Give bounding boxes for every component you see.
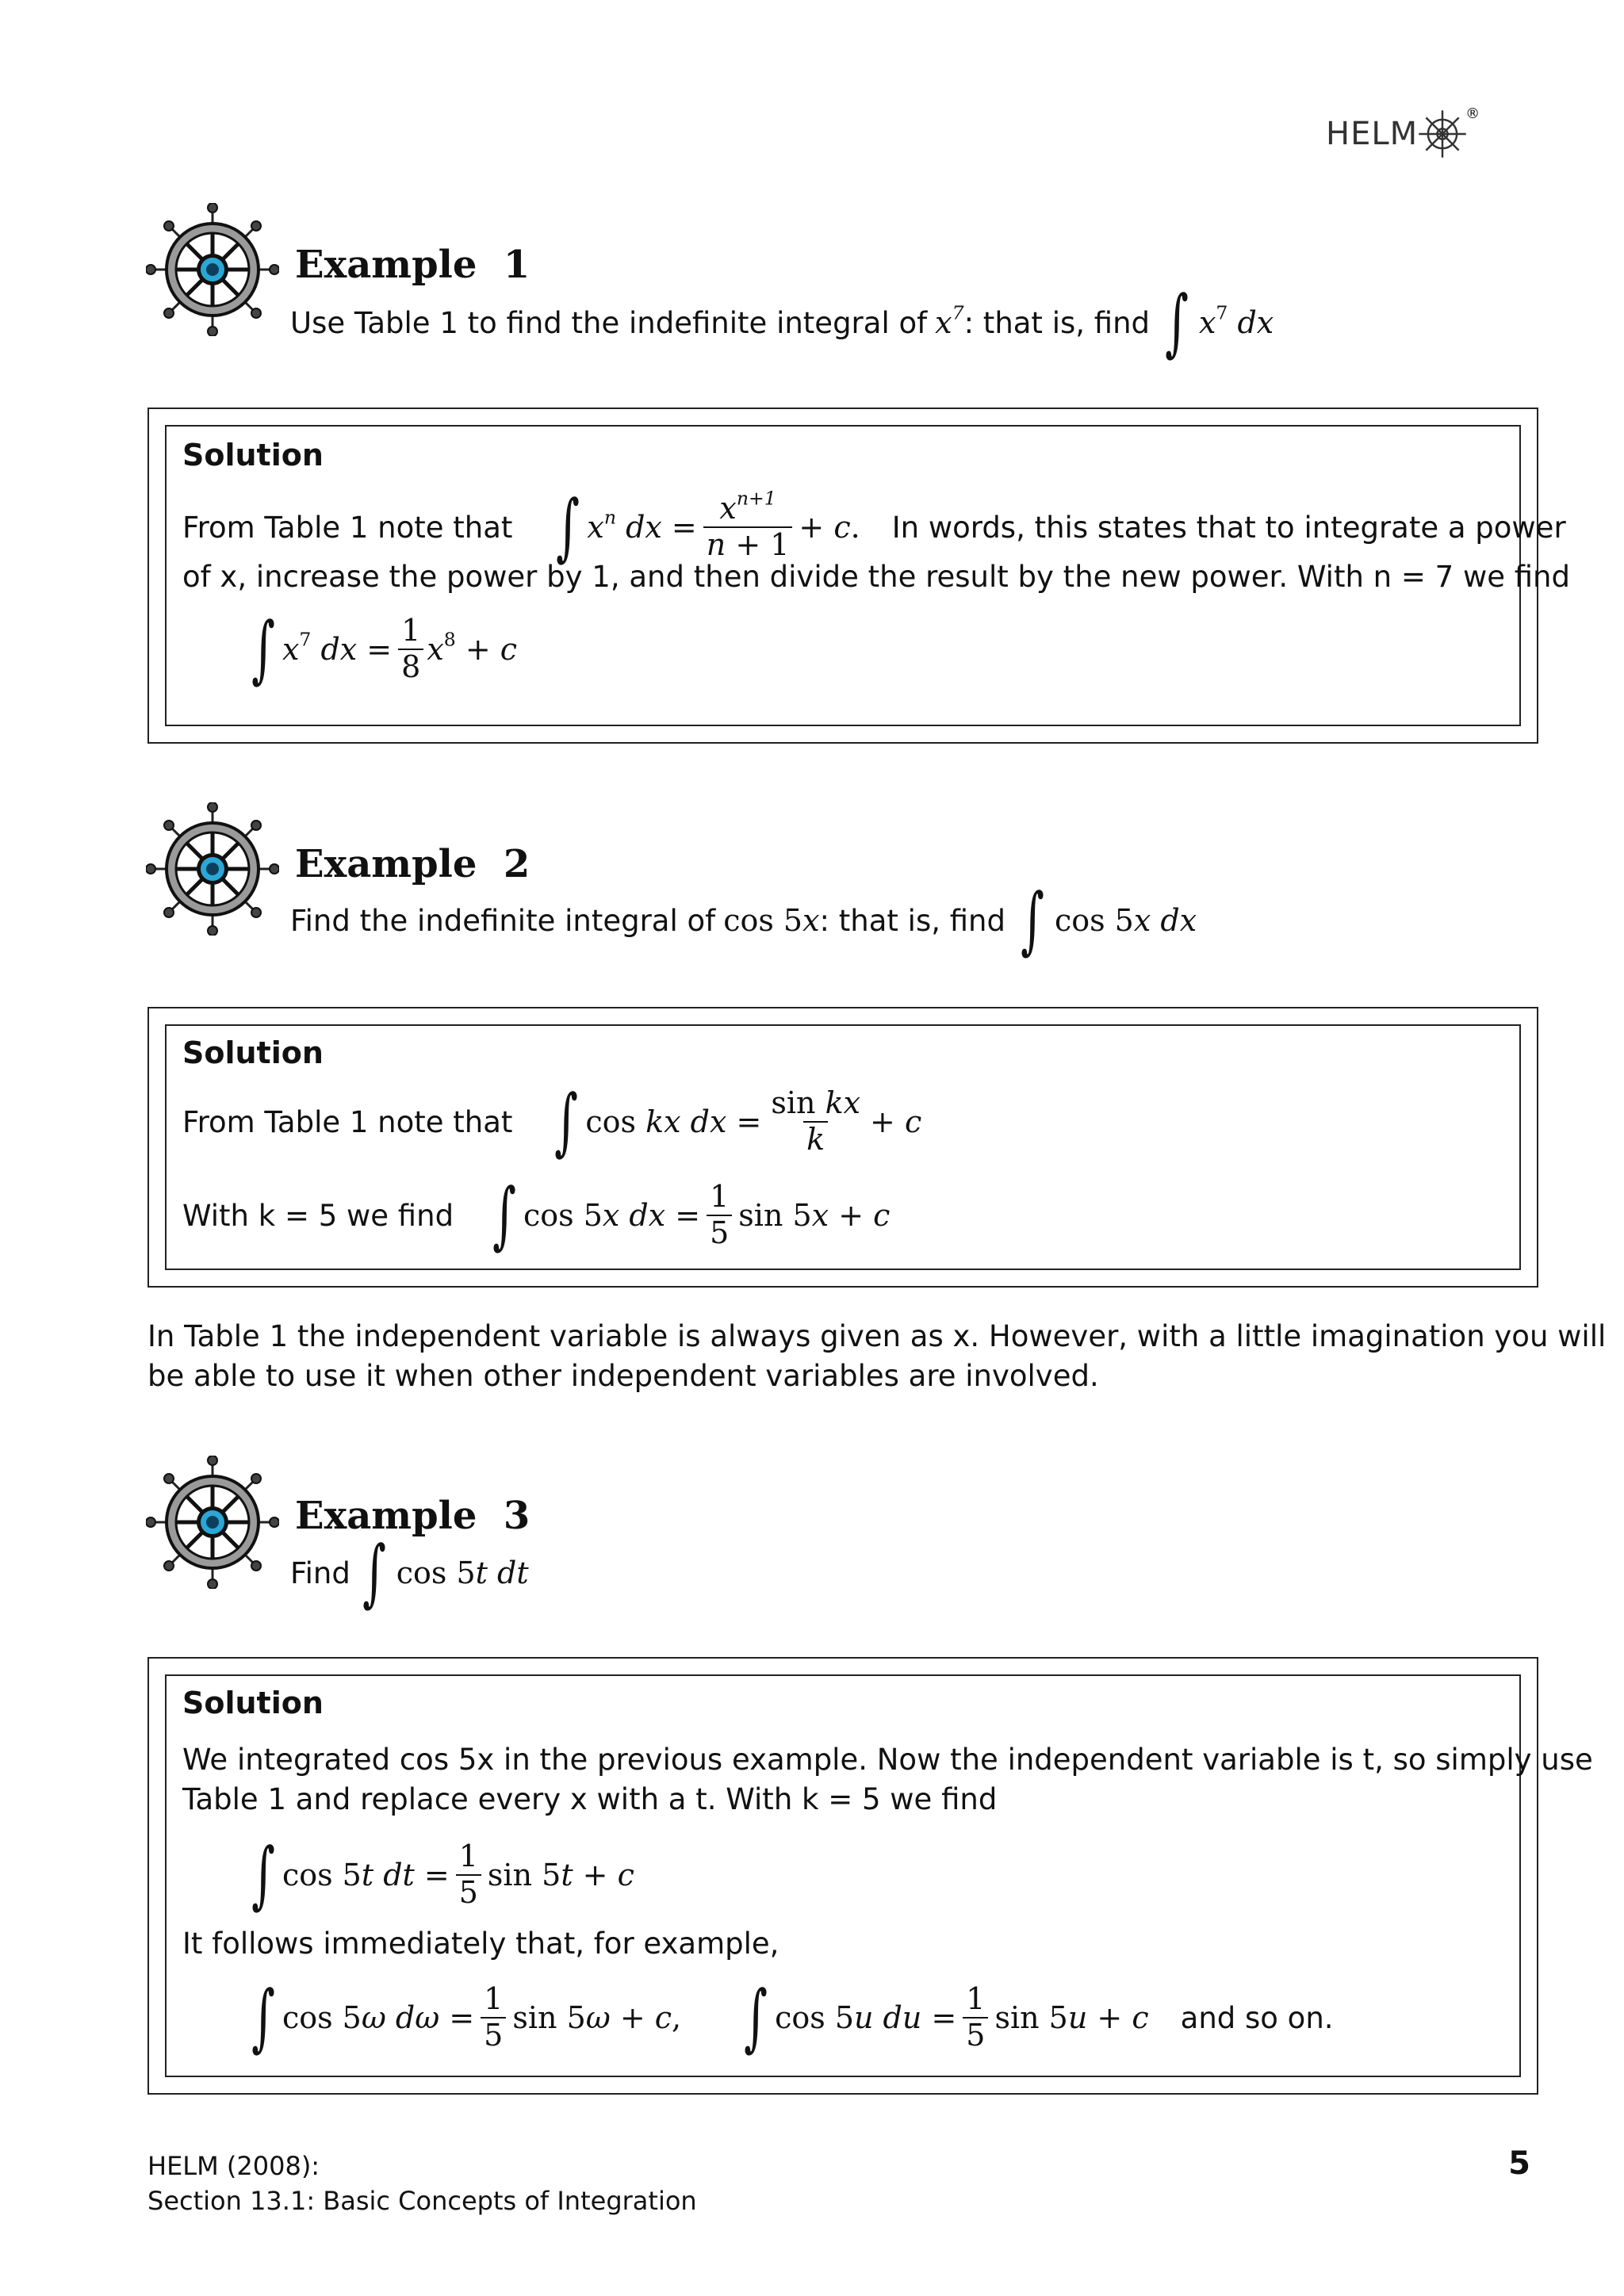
math: sin 5t + c	[487, 1858, 634, 1892]
solution-title: Solution	[182, 1035, 324, 1070]
math: + c	[870, 1104, 922, 1139]
integral-sign: ∫	[362, 1530, 386, 1615]
math: sin 5u + c	[994, 2000, 1149, 2035]
integral-sign: ∫	[1021, 878, 1044, 962]
ship-wheel-icon	[146, 203, 279, 336]
helm-logo	[1326, 105, 1483, 160]
solution-text: of x, increase the power by 1, and then divide the result by the new power. With n = 7 we find	[182, 560, 1570, 594]
fraction: $\frac{1}{8}$	[398, 615, 423, 683]
integral-sign: ∫	[556, 484, 580, 569]
math: $x^8 + c$	[427, 628, 518, 667]
solution-equation	[244, 606, 517, 693]
math: $x^7$ dx =	[282, 628, 393, 667]
fraction: $\frac{1}{5}$	[481, 1984, 506, 2052]
solution-line: With k = 5 we find ∫ cos 5x dx = $\frac{1}{5}$ sin 5x + c	[182, 1173, 891, 1257]
solution-line: From Table 1 note that ∫ cos kx dx = $\frac{\text{sin kx}}{k}$ + c	[182, 1079, 922, 1164]
fraction: $\frac{1}{5}$	[707, 1181, 732, 1249]
math: + c.	[799, 510, 860, 545]
integral-sign: ∫	[251, 1975, 275, 2060]
footer-citation	[147, 2149, 697, 2218]
solution-text: Table 1 and replace every x with a t. With k = 5 we find	[182, 1782, 998, 1816]
math: cos 5u du =	[775, 2000, 957, 2035]
math: sin 5ω + c,	[512, 2000, 682, 2035]
solution-title: Solution	[182, 1686, 324, 1720]
math: $x^7$ dx	[1198, 301, 1274, 340]
example-2-title: Example 2	[295, 842, 530, 886]
ship-wheel-logo-icon	[1416, 108, 1469, 160]
fraction: $\frac{1}{5}$	[456, 1841, 481, 1909]
integral-sign: ∫	[744, 1975, 768, 2060]
math: sin 5x + c	[738, 1198, 891, 1233]
math: cos kx dx =	[585, 1104, 762, 1139]
page-number: 5	[1508, 2145, 1530, 2182]
solution-text: It follows immediately that, for example,	[182, 1927, 779, 1961]
body-paragraph-line: be able to use it when other independent variables are involved.	[147, 1359, 1099, 1393]
example-1-title: Example 1	[295, 243, 530, 287]
solution-text: We integrated cos 5x in the previous example. Now the independent variable is t, so simply use	[182, 1743, 1593, 1777]
solution-title: Solution	[182, 438, 324, 473]
example-3-question: Find ∫ cos 5t dt	[290, 1530, 529, 1615]
math: $x^7$	[935, 301, 964, 340]
math: cos 5ω dω =	[282, 2000, 475, 2035]
integral-sign: ∫	[554, 1079, 579, 1164]
fraction: $\frac{1}{5}$	[963, 1984, 988, 2052]
math: cos 5x	[723, 903, 820, 938]
solution-equation	[244, 1831, 634, 1919]
footer-line: HELM (2008):	[147, 2151, 320, 2181]
solution-line: From Table 1 note that ∫ $x^n$ dx = $\frac{x^{n+1}}{n + 1}$ + c. In words, this states that to integrate a power	[182, 484, 1566, 569]
fraction: $\frac{\text{sin kx}}{k}$	[771, 1085, 861, 1157]
registered-mark: ®	[1465, 105, 1480, 122]
solution-equation: ∫ cos 5ω dω = $\frac{1}{5}$ sin 5ω + c, ∫ cos 5u du = $\frac{1}{5}$ sin 5u + c and so on.	[251, 1975, 1334, 2060]
example-3-title: Example 3	[295, 1494, 530, 1538]
integral-sign: ∫	[492, 1173, 516, 1257]
helm-logo-text: HELM	[1326, 116, 1419, 152]
math: $x^n$ dx =	[587, 506, 697, 545]
fraction: $\frac{x^{n+1}}{n + 1}$	[703, 493, 793, 561]
body-paragraph-line: In Table 1 the independent variable is always given as x. However, with a little imagination you will	[147, 1319, 1607, 1353]
example-2-question: Find the indefinite integral of cos 5x : that is, find ∫ cos 5x dx	[290, 878, 1197, 962]
ship-wheel-icon	[146, 1456, 279, 1589]
math: cos 5x dx =	[523, 1198, 701, 1233]
integral-sign: ∫	[251, 1832, 275, 1917]
integral-sign: ∫	[251, 607, 275, 691]
ship-wheel-icon	[146, 802, 279, 936]
math: cos 5x dx	[1054, 903, 1197, 938]
math: cos 5t dt	[396, 1556, 529, 1590]
math: cos 5t dt =	[282, 1858, 450, 1892]
integral-sign: ∫	[1165, 280, 1189, 365]
example-1-question: Use Table 1 to find the indefinite integral of $x^7$ : that is, find ∫ $x^7$ dx	[290, 280, 1274, 365]
footer-line: Section 13.1: Basic Concepts of Integration	[147, 2186, 697, 2216]
